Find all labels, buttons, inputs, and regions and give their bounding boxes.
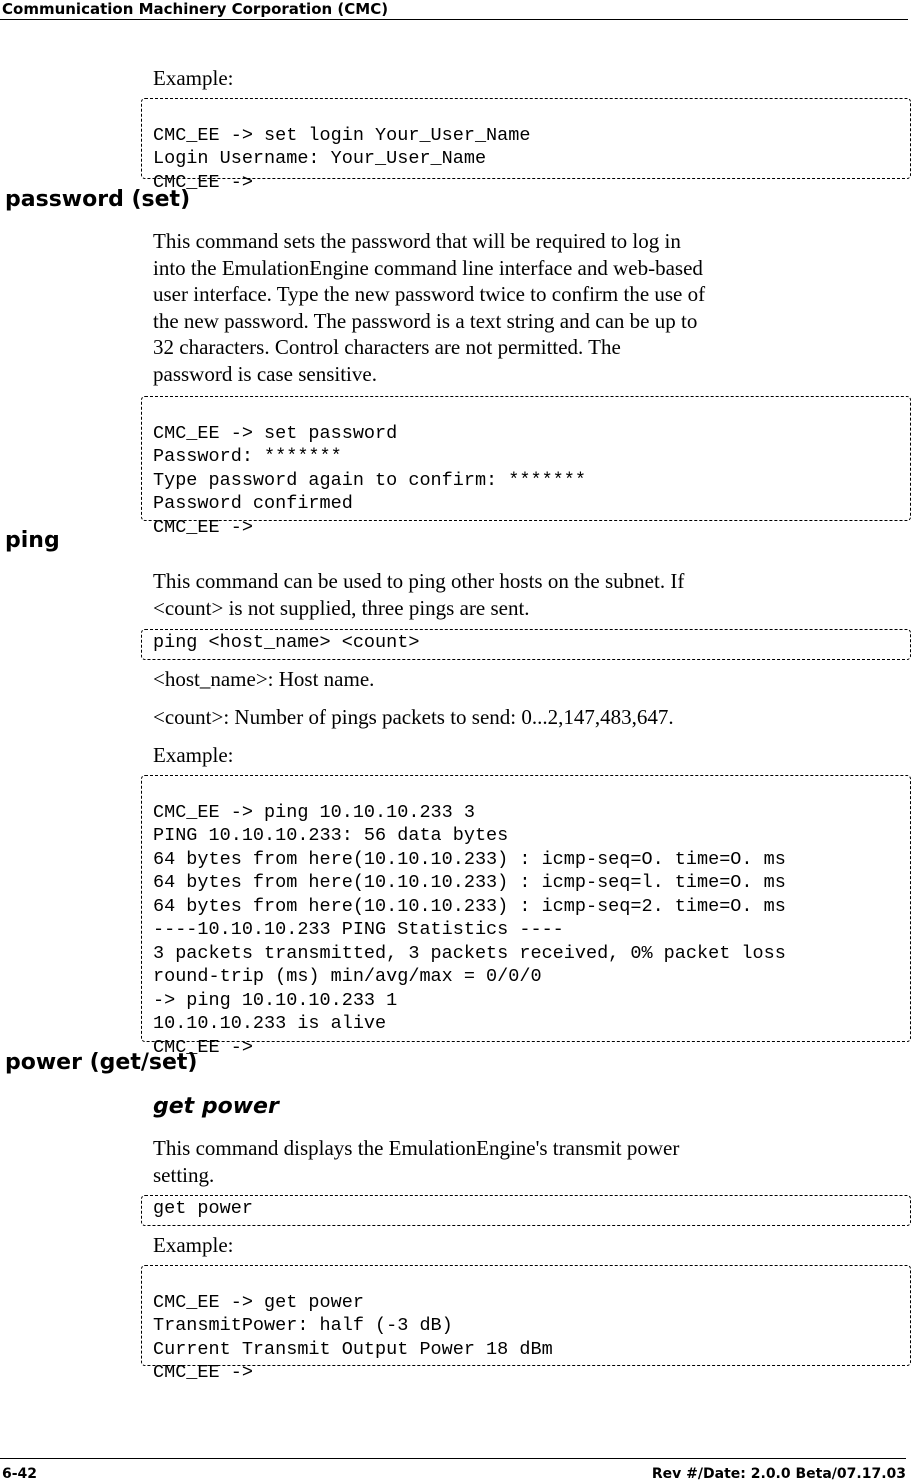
power-syntax-code bbox=[141, 1195, 911, 1226]
password-heading: password (set) bbox=[5, 187, 191, 212]
code-line: Type password again to confirm: ******* bbox=[153, 469, 586, 491]
text-line: This command displays the EmulationEngine's transmit power bbox=[153, 1136, 680, 1160]
login-example-code bbox=[141, 98, 911, 193]
code-line: 64 bytes from here(10.10.10.233) : icmp-seq=2. time=O. ms bbox=[153, 895, 786, 917]
power-example-label: Example: bbox=[153, 1233, 234, 1257]
code-line: CMC_EE -> bbox=[153, 171, 253, 193]
text-line: This command can be used to ping other hosts on the subnet. If bbox=[153, 569, 685, 593]
page-number: 6-42 bbox=[2, 1466, 38, 1482]
code-line: Current Transmit Output Power 18 dBm bbox=[153, 1338, 553, 1360]
text-line: the new password. The password is a text string and can be up to bbox=[153, 308, 698, 333]
ping-example-code bbox=[141, 775, 911, 1058]
code-line: 3 packets transmitted, 3 packets received, 0% packet loss bbox=[153, 942, 786, 964]
ping-syntax-code bbox=[141, 629, 911, 660]
code-line: CMC_EE -> get power bbox=[153, 1291, 364, 1313]
text-line: user interface. Type the new password twice to confirm the use of bbox=[153, 282, 706, 306]
text-line: password is case sensitive. bbox=[153, 361, 377, 386]
code-line: TransmitPower: half (-3 dB) bbox=[153, 1315, 453, 1336]
text-line: <count> is not supplied, three pings are sent. bbox=[153, 595, 530, 620]
code-line: CMC_EE -> bbox=[153, 516, 253, 538]
power-description bbox=[153, 1135, 903, 1188]
code-line: Password confirmed bbox=[153, 493, 353, 514]
code-line: round-trip (ms) min/avg/max = 0/0/0 bbox=[153, 966, 542, 987]
code-line: ping <host_name> <count> bbox=[153, 632, 420, 653]
code-line: CMC_EE -> set password bbox=[153, 422, 398, 444]
power-heading: power (get/set) bbox=[5, 1050, 198, 1075]
code-line: ----10.10.10.233 PING Statistics ---- bbox=[153, 919, 564, 940]
password-example-code bbox=[141, 396, 911, 538]
ping-example-label: Example: bbox=[153, 743, 234, 767]
code-line: Password: ******* bbox=[153, 446, 342, 467]
login-example-label: Example: bbox=[153, 66, 234, 90]
code-line: 64 bytes from here(10.10.10.233) : icmp-seq=O. time=O. ms bbox=[153, 848, 786, 870]
ping-param-host: <host_name>: Host name. bbox=[153, 667, 375, 691]
password-description bbox=[153, 228, 903, 387]
get-power-subheading: get power bbox=[153, 1094, 279, 1119]
header-title: Communication Machinery Corporation (CMC) bbox=[2, 0, 389, 18]
code-line: PING 10.10.10.233: 56 data bytes bbox=[153, 825, 509, 846]
ping-param-count: <count>: Number of pings packets to send: 0...2,147,483,647. bbox=[153, 705, 674, 729]
text-line: This command sets the password that will be required to log in bbox=[153, 229, 681, 253]
code-line: 64 bytes from here(10.10.10.233) : icmp-seq=l. time=O. ms bbox=[153, 872, 786, 893]
code-line: -> ping 10.10.10.233 1 bbox=[153, 989, 398, 1011]
text-line: 32 characters. Control characters are not permitted. The bbox=[153, 335, 621, 359]
code-line: Login Username: Your_User_Name bbox=[153, 148, 487, 169]
ping-heading: ping bbox=[5, 528, 60, 553]
code-line: CMC_EE -> ping 10.10.10.233 3 bbox=[153, 801, 475, 823]
power-example-code bbox=[141, 1265, 911, 1383]
page-header bbox=[0, 0, 908, 20]
page-footer bbox=[0, 1458, 906, 1483]
code-line: CMC_EE -> bbox=[153, 1362, 253, 1383]
ping-description bbox=[153, 568, 903, 621]
code-line: CMC_EE -> bbox=[153, 1036, 253, 1058]
code-line: get power bbox=[153, 1198, 253, 1219]
text-line: setting. bbox=[153, 1162, 215, 1187]
code-line: 10.10.10.233 is alive bbox=[153, 1013, 387, 1034]
code-line: CMC_EE -> set login Your_User_Name bbox=[153, 124, 531, 146]
text-line: into the EmulationEngine command line interface and web-based bbox=[153, 255, 703, 280]
revision-info: Rev #/Date: 2.0.0 Beta/07.17.03 bbox=[651, 1466, 906, 1482]
